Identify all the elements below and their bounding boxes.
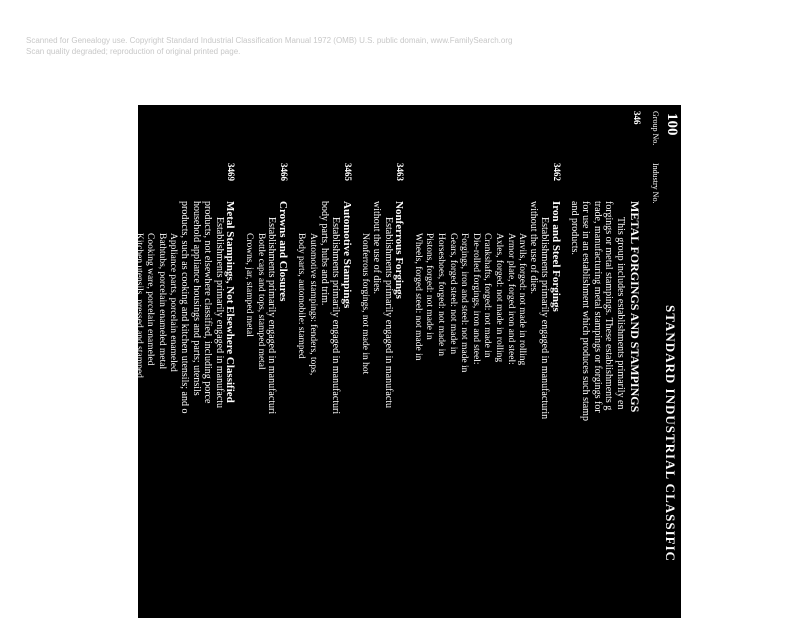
scanned-page: [64, 105, 681, 618]
industry-item: Appliance parts, porcelain enameled: [168, 233, 179, 372]
industry-description-line: household appliance housings and parts; utensils: [190, 201, 202, 396]
industry-title: Nonferrous Forgings: [393, 201, 406, 299]
industry-number: 3462: [552, 163, 562, 181]
industry-item: Kitchen utensils, pressed and stamped: [133, 233, 144, 378]
industry-item: Cooking ware, porcelain enameled: [64, 233, 74, 366]
industry-description-line: Establishments primarily engaged in manufacturi: [330, 217, 342, 415]
industry-number: 3469: [226, 163, 237, 181]
industry-item: Crankshafts, forged: not made in: [482, 233, 493, 358]
industry-description-line: Establishments primarily engaged in manufactu: [382, 217, 394, 409]
industry-item: Wheels, forged steel: not made in: [412, 233, 423, 361]
group-description-line: and products.: [568, 201, 580, 255]
group-description-line: This group includes establishments primarily en: [615, 217, 626, 410]
industry-item: Pistons, forged: not made in: [424, 233, 435, 340]
running-title: STANDARD INDUSTRIAL CLASSIFIC: [663, 305, 678, 563]
industry-item: Nonferrous forgings, not made in hot: [360, 233, 371, 375]
scan-header-line-1: Scanned for Genealogy use. Copyright Standard Industrial Classification Manual 1972 (OMB) U.S. public domain, www.FamilySearch.org: [26, 36, 513, 45]
industry-title: Iron and Steel Forgings: [550, 201, 562, 312]
col-header-group: Group No.: [651, 111, 660, 146]
industry-item: Body parts, automobile: stamped: [296, 233, 307, 359]
industry-title: Crowns and Closures: [276, 201, 289, 302]
industry-number: 3466: [278, 163, 289, 181]
industry-item: Anvils, forged: not made in rolling: [517, 233, 528, 366]
industry-item: Crowns, jar, stamped metal: [244, 233, 254, 337]
industry-item: Machine parts, stamped or pressed metal: [122, 233, 132, 389]
group-title: METAL FORGINGS AND STAMPINGS: [628, 201, 642, 413]
industry-item: Bottle caps and tops, stamped metal: [255, 233, 266, 370]
industry-description-line: products, such as cooking and kitchen utensils; and o: [179, 201, 190, 414]
industry-description-line: Establishments primarily engaged in manufacturin: [539, 217, 551, 420]
rotated-page-content: [64, 105, 681, 618]
industry-item: Bathtubs, porcelain enameled metal: [156, 233, 167, 370]
page-number: 100: [664, 113, 680, 136]
industry-description-line: body parts, hubs and trim.: [318, 201, 330, 306]
industry-item: Die-rolled forgings, iron and steel:: [470, 233, 481, 365]
industry-description-line: Establishments primarily engaged in manufactu: [213, 217, 225, 409]
industry-item: Forgings, iron and steel: not made in: [459, 233, 470, 373]
industry-item: Stamping metal for the trade: [98, 233, 109, 342]
industry-number: 3463: [395, 163, 406, 181]
industry-description-line: without the use of dies.: [527, 201, 539, 295]
industry-title: Metal Stampings, Not Elsewhere Classified: [224, 201, 237, 403]
industry-number: 3465: [342, 163, 353, 181]
industry-item: Gears, forged steel: not made in: [447, 233, 458, 355]
industry-item: Cooking ware, porcelain enameled: [145, 233, 156, 366]
group-description-line: trade, manufacturing metal stampings or forgings for: [591, 201, 603, 413]
group-description-line: for use in an establishment which produces such stamp: [580, 201, 592, 421]
industry-title: Automotive Stampings: [340, 201, 353, 309]
industry-item: Armor plate, forged iron and steel:: [505, 233, 516, 365]
industry-item: Automotive stampings: fenders, tops,: [308, 233, 318, 376]
industry-description-line: products, not elsewhere classified, including porce: [202, 201, 214, 404]
group-description-line: forgings or metal stampings. These establishments g: [603, 201, 615, 411]
industry-description-line: without the use of dies.: [371, 201, 382, 295]
industry-item: Horseshoes, forged: not made in: [436, 233, 446, 357]
group-number: 346: [632, 111, 642, 125]
industry-item: Cooking ware: stamped metal: [75, 233, 86, 347]
industry-description-line: Establishments primarily engaged in manufacturi: [266, 217, 278, 415]
scan-header-line-2: Scan quality degraded; reproduction of original printed page.: [26, 47, 241, 56]
industry-item: Axles, forged: not made in rolling: [494, 233, 504, 363]
industry-item: Porcelain enameled products and utensils: [110, 233, 121, 391]
col-header-industry: Industry No.: [651, 163, 660, 204]
industry-item: Utensils, household: stamped metal: [87, 233, 98, 369]
